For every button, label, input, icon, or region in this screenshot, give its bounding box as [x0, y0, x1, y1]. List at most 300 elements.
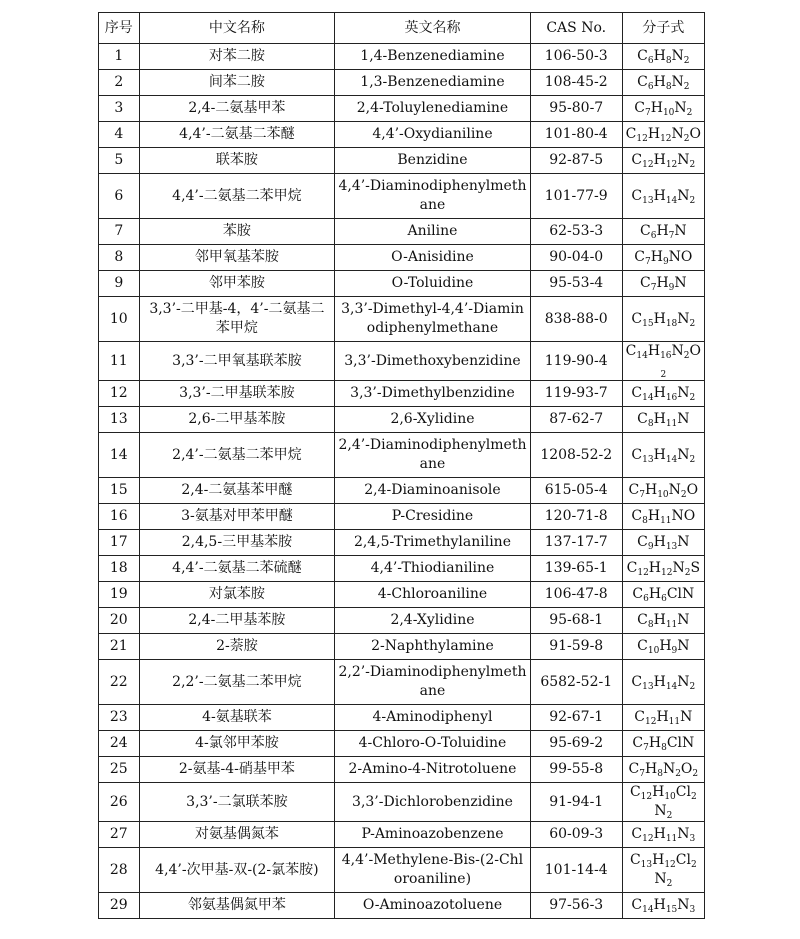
- cas-number-cell: 90-04-0: [530, 245, 622, 271]
- index-cell: 29: [99, 893, 140, 919]
- formula-subscript: 2: [666, 879, 673, 889]
- formula-subscript: 7: [644, 257, 651, 267]
- index-cell: 8: [99, 245, 140, 271]
- header-index: 序号: [99, 13, 140, 44]
- table-row: [99, 783, 705, 822]
- cas-number-cell: 60-09-3: [530, 822, 622, 848]
- table-row: [99, 245, 705, 271]
- formula-subscript: 6: [643, 594, 649, 604]
- chinese-name-cell: 4-氨基联苯: [139, 705, 335, 731]
- formula-element: C: [640, 275, 651, 291]
- formula-element: Cl: [675, 852, 691, 868]
- formula-element: H: [653, 826, 666, 842]
- formula-cell: [622, 271, 704, 297]
- formula-subscript: 11: [668, 717, 681, 727]
- english-name-cell: 4,4’-Diaminodiphenylmethane: [335, 174, 531, 219]
- chinese-name-cell: 4,4’-二氨基二苯甲烷: [139, 174, 335, 219]
- formula-subscript: 7: [668, 231, 675, 241]
- formula-cell: [622, 381, 704, 407]
- formula-subscript: 7: [650, 283, 657, 293]
- english-name-cell: 3,3’-Dimethyl-4,4’-Diaminodiphenylmethane: [335, 297, 531, 342]
- index-cell: 25: [99, 757, 140, 783]
- english-name-cell: 2,2’-Diaminodiphenylmethane: [335, 660, 531, 705]
- english-name-cell: 2-Amino-4-Nitrotoluene: [335, 757, 531, 783]
- formula-subscript: 12: [660, 134, 672, 144]
- english-name-cell: 2-Naphthylamine: [335, 634, 531, 660]
- table-row: [99, 433, 705, 478]
- formula-element: C: [632, 735, 644, 751]
- formula-cell: [622, 407, 704, 433]
- formula-subscript: 14: [665, 195, 678, 206]
- formula-subscript: 2: [686, 108, 693, 118]
- english-name-cell: 4-Chloroaniline: [335, 582, 531, 608]
- formula-element: N: [677, 826, 690, 842]
- formula-element: H: [650, 100, 663, 116]
- table-row: [99, 96, 705, 122]
- formula-element: O: [689, 343, 701, 359]
- formula-subscript: 13: [642, 454, 654, 465]
- formula-subscript: 12: [637, 568, 649, 578]
- formula-subscript: 2: [692, 769, 699, 779]
- formula-cell: [622, 44, 704, 70]
- table-row: [99, 556, 705, 582]
- chinese-name-cell: 2,2’-二氨基二苯甲烷: [139, 660, 335, 705]
- formula-subscript: 12: [636, 134, 648, 144]
- index-cell: 26: [99, 783, 140, 822]
- formula-subscript: 2: [689, 393, 696, 403]
- english-name-cell: 2,4-Diaminoanisole: [335, 478, 531, 504]
- formula-subscript: 2: [660, 370, 667, 380]
- table-row: [99, 219, 705, 245]
- formula-element: C: [637, 411, 648, 427]
- cas-number-cell: 101-80-4: [530, 122, 622, 148]
- formula-subscript: 2: [689, 160, 696, 170]
- formula-element: N: [680, 709, 693, 725]
- formula-cell: [622, 219, 704, 245]
- index-cell: 11: [99, 342, 140, 381]
- index-cell: 13: [99, 407, 140, 433]
- index-cell: 1: [99, 44, 140, 70]
- formula-element: H: [652, 852, 665, 868]
- formula-subscript: 2: [680, 490, 687, 500]
- amine-table: [98, 12, 705, 919]
- formula-element: H: [653, 673, 666, 690]
- formula-element: N: [677, 411, 690, 427]
- table-row: [99, 504, 705, 530]
- formula-subscript: 2: [689, 454, 696, 465]
- chinese-name-cell: 2-萘胺: [139, 634, 335, 660]
- table-row: [99, 174, 705, 219]
- formula-element: H: [644, 761, 658, 777]
- formula-element: N: [671, 343, 684, 359]
- english-name-cell: 2,4-Xylidine: [335, 608, 531, 634]
- formula-subscript: 13: [642, 195, 654, 206]
- formula-subscript: 8: [661, 743, 667, 753]
- chinese-name-cell: 4-氯邻甲苯胺: [139, 731, 335, 757]
- formula-cell: [622, 731, 704, 757]
- english-name-cell: 3,3’-Dichlorobenzidine: [335, 783, 531, 822]
- cas-number-cell: 92-87-5: [530, 148, 622, 174]
- cas-number-cell: 97-56-3: [530, 893, 622, 919]
- formula-element: H: [653, 612, 666, 628]
- formula-element: O: [680, 761, 693, 777]
- formula-element: C: [625, 343, 637, 359]
- chinese-name-cell: 2-氨基-4-硝基甲苯: [139, 757, 335, 783]
- table-row: [99, 822, 705, 848]
- formula-cell: [622, 757, 704, 783]
- index-cell: 7: [99, 219, 140, 245]
- formula-cell: [622, 660, 704, 705]
- formula-cell: [622, 504, 704, 530]
- formula-element: N: [677, 612, 690, 628]
- formula-element: C: [634, 709, 645, 725]
- formula-cell: [622, 148, 704, 174]
- formula-subscript: 12: [640, 792, 653, 802]
- formula-subscript: 2: [666, 811, 673, 821]
- formula-cell: [622, 556, 704, 582]
- index-cell: 4: [99, 122, 140, 148]
- index-cell: 9: [99, 271, 140, 297]
- table-row: [99, 582, 705, 608]
- formula-subscript: 2: [689, 681, 696, 692]
- header-chinese-name: 中文名称: [139, 13, 335, 44]
- english-name-cell: 4,4’-Oxydianiline: [335, 122, 531, 148]
- formula-cell: [622, 297, 704, 342]
- english-name-cell: P-Aminoazobenzene: [335, 822, 531, 848]
- formula-element: N: [671, 74, 684, 90]
- formula-cell: [622, 433, 704, 478]
- formula-subscript: 13: [640, 860, 653, 870]
- table-row: [99, 731, 705, 757]
- cas-number-cell: 87-62-7: [530, 407, 622, 433]
- formula-element: H: [653, 446, 666, 463]
- formula-element: N: [671, 48, 684, 64]
- index-cell: 5: [99, 148, 140, 174]
- table-row: [99, 608, 705, 634]
- formula-subscript: 14: [665, 454, 678, 465]
- chinese-name-cell: 2,6-二甲基苯胺: [139, 407, 335, 433]
- formula-subscript: 7: [645, 108, 651, 118]
- formula-cell: [622, 122, 704, 148]
- cas-number-cell: 101-14-4: [530, 848, 622, 893]
- formula-subscript: 12: [642, 834, 654, 844]
- header-row: [99, 13, 705, 44]
- formula-element: C: [637, 48, 648, 64]
- cas-number-cell: 108-45-2: [530, 70, 622, 96]
- formula-cell: [622, 582, 704, 608]
- formula-element: N: [671, 126, 684, 142]
- chinese-name-cell: 3,3’-二氯联苯胺: [139, 783, 335, 822]
- english-name-cell: 4-Aminodiphenyl: [335, 705, 531, 731]
- formula-element: H: [653, 74, 666, 90]
- index-cell: 21: [99, 634, 140, 660]
- formula-element: N: [677, 187, 690, 204]
- chinese-name-cell: 邻甲苯胺: [139, 271, 335, 297]
- formula-element: N: [668, 482, 681, 498]
- formula-element: NO: [668, 249, 693, 265]
- formula-subscript: 2: [675, 769, 681, 779]
- formula-subscript: 2: [689, 318, 696, 329]
- table-row: [99, 705, 705, 731]
- cas-number-cell: 91-59-8: [530, 634, 622, 660]
- cas-number-cell: 137-17-7: [530, 530, 622, 556]
- formula-element: N: [677, 673, 690, 690]
- formula-element: N: [654, 803, 667, 819]
- formula-cell: [622, 848, 704, 893]
- cas-number-cell: 1208-52-2: [530, 433, 622, 478]
- table-row: [99, 70, 705, 96]
- formula-subscript: 2: [684, 568, 691, 578]
- english-name-cell: Aniline: [335, 219, 531, 245]
- formula-subscript: 14: [665, 681, 678, 692]
- formula-element: NO: [671, 508, 696, 524]
- table-row: [99, 530, 705, 556]
- formula-subscript: 11: [665, 419, 678, 429]
- formula-element: C: [631, 826, 643, 842]
- cas-number-cell: 119-93-7: [530, 381, 622, 407]
- cas-number-cell: 838-88-0: [530, 297, 622, 342]
- formula-cell: [622, 96, 704, 122]
- formula-subscript: 8: [665, 82, 672, 92]
- formula-subscript: 16: [660, 351, 672, 361]
- formula-element: C: [628, 482, 640, 498]
- formula-element: C: [631, 152, 643, 168]
- formula-subscript: 6: [647, 82, 654, 92]
- formula-subscript: 18: [665, 318, 678, 329]
- formula-element: N: [662, 761, 676, 777]
- english-name-cell: O-Anisidine: [335, 245, 531, 271]
- formula-subscript: 13: [642, 681, 654, 692]
- formula-subscript: 6: [650, 231, 657, 241]
- index-cell: 2: [99, 70, 140, 96]
- cas-number-cell: 92-67-1: [530, 705, 622, 731]
- cas-number-cell: 99-55-8: [530, 757, 622, 783]
- formula-element: C: [631, 897, 643, 913]
- formula-subscript: 12: [661, 568, 673, 578]
- cas-number-cell: 62-53-3: [530, 219, 622, 245]
- formula-element: C: [640, 223, 651, 239]
- formula-subscript: 2: [690, 792, 697, 802]
- formula-subscript: 2: [683, 134, 690, 144]
- formula-element: C: [628, 761, 640, 777]
- formula-subscript: 16: [665, 393, 678, 403]
- formula-element: H: [647, 126, 661, 142]
- formula-cell: [622, 822, 704, 848]
- formula-subscript: 10: [664, 792, 676, 802]
- formula-element: N: [674, 100, 687, 116]
- chinese-name-cell: 对氨基偶氮苯: [139, 822, 335, 848]
- cas-number-cell: 120-71-8: [530, 504, 622, 530]
- formula-subscript: 15: [665, 905, 678, 915]
- cas-number-cell: 119-90-4: [530, 342, 622, 381]
- formula-cell: [622, 245, 704, 271]
- formula-subscript: 14: [642, 905, 654, 915]
- formula-element: C: [637, 612, 648, 628]
- formula-subscript: 11: [660, 516, 672, 526]
- cas-number-cell: 139-65-1: [530, 556, 622, 582]
- formula-element: H: [647, 343, 661, 359]
- formula-element: C: [626, 560, 638, 576]
- cas-number-cell: 91-94-1: [530, 783, 622, 822]
- formula-element: C: [631, 187, 643, 204]
- english-name-cell: 1,4-Benzenediamine: [335, 44, 531, 70]
- english-name-cell: 2,4,5-Trimethylaniline: [335, 530, 531, 556]
- table-row: [99, 271, 705, 297]
- formula-subscript: 8: [647, 620, 654, 630]
- formula-element: H: [644, 482, 658, 498]
- formula-element: H: [656, 709, 669, 725]
- cas-number-cell: 95-69-2: [530, 731, 622, 757]
- formula-subscript: 7: [639, 490, 645, 500]
- formula-element: H: [648, 735, 662, 751]
- formula-element: C: [625, 126, 637, 142]
- formula-element: O: [686, 482, 699, 498]
- formula-element: H: [653, 187, 666, 204]
- formula-subscript: 10: [662, 108, 675, 118]
- chinese-name-cell: 邻甲氧基苯胺: [139, 245, 335, 271]
- formula-subscript: 7: [639, 769, 645, 779]
- formula-element: H: [653, 152, 666, 168]
- formula-subscript: 12: [642, 160, 654, 170]
- formula-subscript: 8: [665, 56, 672, 66]
- cas-number-cell: 95-80-7: [530, 96, 622, 122]
- formula-element: N: [674, 275, 687, 291]
- formula-cell: [622, 893, 704, 919]
- english-name-cell: 3,3’-Dimethoxybenzidine: [335, 342, 531, 381]
- table-row: [99, 478, 705, 504]
- cas-number-cell: 106-47-8: [530, 582, 622, 608]
- chinese-name-cell: 2,4-二甲基苯胺: [139, 608, 335, 634]
- formula-cell: [622, 530, 704, 556]
- cas-number-cell: 106-50-3: [530, 44, 622, 70]
- formula-subscript: 15: [642, 318, 654, 329]
- english-name-cell: 4,4’-Thiodianiline: [335, 556, 531, 582]
- header-cas-number: CAS No.: [530, 13, 622, 44]
- english-name-cell: Benzidine: [335, 148, 531, 174]
- table-row: [99, 342, 705, 381]
- index-cell: 27: [99, 822, 140, 848]
- formula-element: H: [648, 560, 662, 576]
- table-row: [99, 297, 705, 342]
- formula-subscript: 11: [665, 620, 678, 630]
- formula-cell: [622, 783, 704, 822]
- index-cell: 18: [99, 556, 140, 582]
- formula-element: S: [690, 560, 701, 576]
- formula-element: N: [677, 638, 690, 654]
- formula-element: N: [677, 897, 690, 913]
- formula-element: C: [631, 508, 643, 524]
- english-name-cell: P-Cresidine: [335, 504, 531, 530]
- english-name-cell: 4,4’-Methylene-Bis-(2-Chloroaniline): [335, 848, 531, 893]
- formula-element: H: [653, 897, 666, 913]
- formula-subscript: 6: [647, 56, 654, 66]
- english-name-cell: 2,4-Toluylenediamine: [335, 96, 531, 122]
- english-name-cell: 2,6-Xylidine: [335, 407, 531, 433]
- formula-element: C: [637, 534, 648, 550]
- chinese-name-cell: 2,4’-二氨基二苯甲烷: [139, 433, 335, 478]
- formula-element: H: [656, 223, 669, 239]
- formula-element: C: [631, 385, 643, 401]
- formula-subscript: 3: [689, 834, 696, 844]
- table-row: [99, 122, 705, 148]
- formula-element: H: [647, 508, 661, 524]
- chinese-name-cell: 4,4’-二氨基二苯硫醚: [139, 556, 335, 582]
- table-row: [99, 407, 705, 433]
- formula-element: N: [672, 560, 685, 576]
- formula-element: C: [632, 586, 644, 602]
- table-row: [99, 848, 705, 893]
- chinese-name-cell: 联苯胺: [139, 148, 335, 174]
- formula-element: C: [634, 249, 645, 265]
- formula-subscript: 10: [647, 646, 660, 656]
- index-cell: 12: [99, 381, 140, 407]
- chinese-name-cell: 对氯苯胺: [139, 582, 335, 608]
- formula-cell: [622, 70, 704, 96]
- formula-element: N: [677, 310, 690, 327]
- table-row: [99, 757, 705, 783]
- chinese-name-cell: 3,3’-二甲基-4，4’-二氨基二苯甲烷: [139, 297, 335, 342]
- formula-element: C: [631, 673, 643, 690]
- formula-element: H: [653, 411, 666, 427]
- index-cell: 3: [99, 96, 140, 122]
- index-cell: 16: [99, 504, 140, 530]
- cas-number-cell: 615-05-4: [530, 478, 622, 504]
- cas-number-cell: 95-68-1: [530, 608, 622, 634]
- formula-element: H: [652, 784, 665, 800]
- english-name-cell: 3,3’-Dimethylbenzidine: [335, 381, 531, 407]
- chinese-name-cell: 苯胺: [139, 219, 335, 245]
- formula-element: Cl: [675, 784, 691, 800]
- formula-element: C: [634, 100, 645, 116]
- english-name-cell: 2,4’-Diaminodiphenylmethane: [335, 433, 531, 478]
- chinese-name-cell: 3,3’-二甲氧基联苯胺: [139, 342, 335, 381]
- formula-element: N: [677, 152, 690, 168]
- formula-element: H: [653, 385, 666, 401]
- formula-element: H: [653, 48, 666, 64]
- formula-cell: [622, 478, 704, 504]
- index-cell: 15: [99, 478, 140, 504]
- english-name-cell: O-Aminoazotoluene: [335, 893, 531, 919]
- chinese-name-cell: 2,4-二氨基苯甲醚: [139, 478, 335, 504]
- chinese-name-cell: 间苯二胺: [139, 70, 335, 96]
- index-cell: 23: [99, 705, 140, 731]
- formula-element: N: [677, 385, 690, 401]
- formula-subscript: 8: [657, 769, 663, 779]
- formula-element: C: [631, 310, 643, 327]
- formula-element: C: [629, 852, 641, 868]
- formula-subscript: 9: [662, 257, 669, 267]
- chinese-name-cell: 邻氨基偶氮甲苯: [139, 893, 335, 919]
- formula-element: N: [674, 223, 687, 239]
- table-row: [99, 44, 705, 70]
- formula-element: H: [650, 249, 663, 265]
- formula-element: N: [654, 871, 667, 887]
- chinese-name-cell: 4,4’-次甲基-双-(2-氯苯胺): [139, 848, 335, 893]
- formula-subscript: 9: [647, 542, 654, 552]
- index-cell: 17: [99, 530, 140, 556]
- chinese-name-cell: 3,3’-二甲基联苯胺: [139, 381, 335, 407]
- index-cell: 22: [99, 660, 140, 705]
- table-row: [99, 634, 705, 660]
- english-name-cell: O-Toluidine: [335, 271, 531, 297]
- chinese-name-cell: 4,4’-二氨基二苯醚: [139, 122, 335, 148]
- formula-element: H: [648, 586, 662, 602]
- formula-subscript: 12: [665, 160, 678, 170]
- formula-subscript: 3: [689, 905, 696, 915]
- cas-number-cell: 95-53-4: [530, 271, 622, 297]
- chinese-name-cell: 3-氨基对甲苯甲醚: [139, 504, 335, 530]
- formula-element: H: [653, 310, 666, 327]
